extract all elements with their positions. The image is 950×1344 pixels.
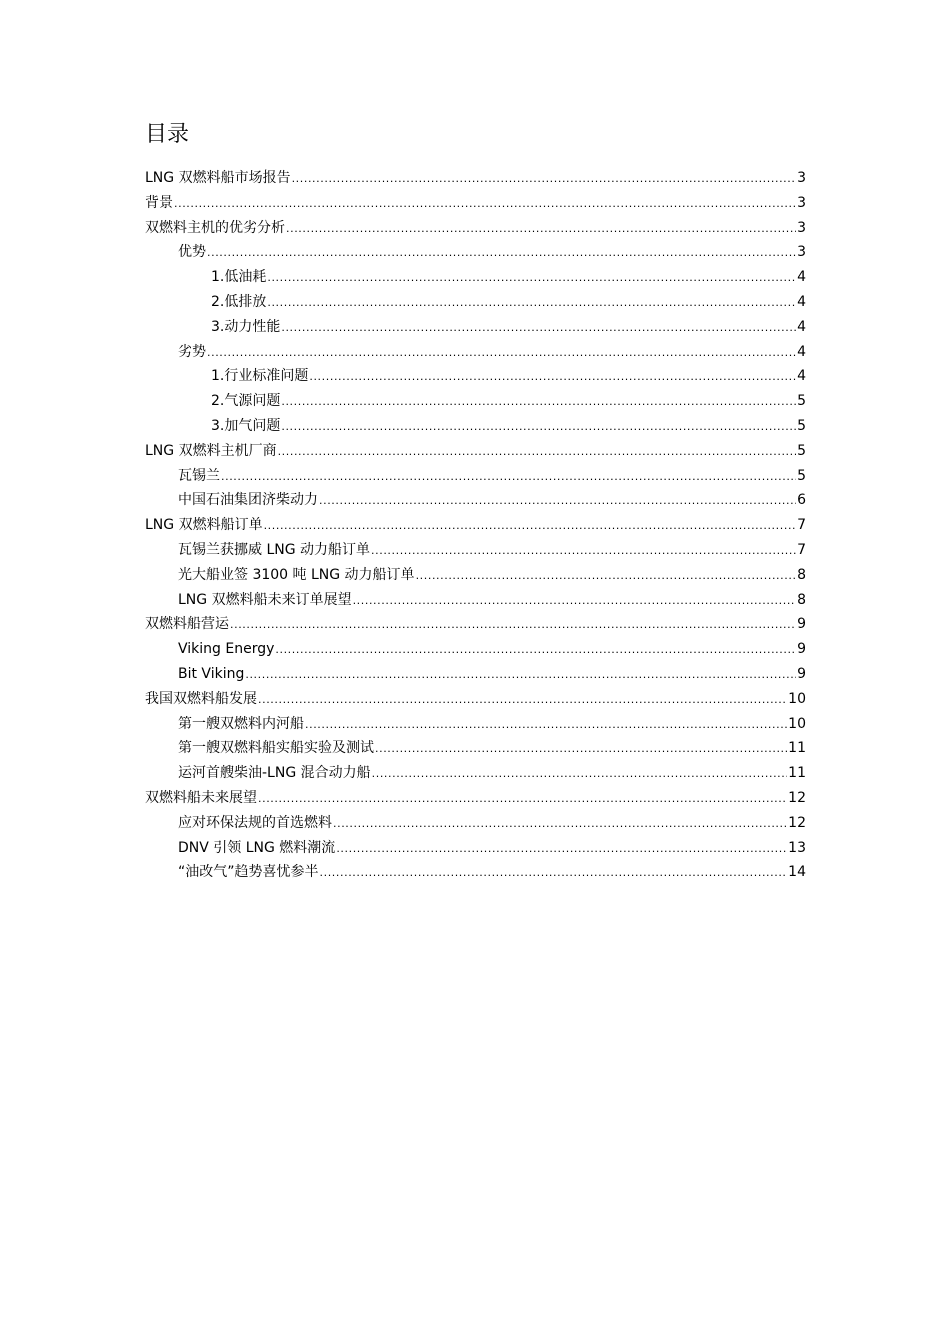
toc-entry-title: LNG 双燃料船未来订单展望	[178, 591, 352, 608]
toc-entry-title: 双燃料船未来展望	[145, 789, 257, 806]
toc-dot-leader	[333, 812, 787, 837]
toc-entry[interactable]	[145, 389, 806, 414]
toc-entry-page-number: 7	[797, 517, 806, 534]
toc-entry-title: 光大船业签 3100 吨 LNG 动力船订单	[178, 566, 415, 583]
toc-dot-leader	[174, 192, 796, 217]
toc-dot-leader	[286, 217, 796, 242]
toc-entry-page-number: 8	[797, 591, 806, 608]
toc-entry-title: 中国石油集团济柴动力	[178, 492, 318, 509]
toc-entry-page-number: 4	[797, 293, 806, 310]
toc-entry-page-number: 9	[797, 665, 806, 682]
toc-dot-leader	[245, 663, 796, 688]
toc-entry[interactable]	[145, 166, 806, 191]
toc-entry[interactable]	[145, 464, 806, 489]
toc-entry[interactable]	[145, 513, 806, 538]
toc-dot-leader	[416, 564, 797, 589]
toc-entry-title: 3.动力性能	[211, 318, 281, 335]
toc-entry-page-number: 3	[797, 194, 806, 211]
toc-entry-page-number: 12	[788, 814, 806, 831]
toc-entry[interactable]	[145, 811, 806, 836]
toc-entry-page-number: 4	[797, 269, 806, 286]
toc-entry[interactable]	[145, 240, 806, 265]
toc-entry-title: Viking Energy	[178, 641, 275, 658]
toc-entry-title: 1.行业标准问题	[211, 368, 309, 385]
toc-entry-title: 优势	[178, 244, 206, 261]
toc-dot-leader	[281, 390, 796, 415]
toc-entry[interactable]	[145, 836, 806, 861]
toc-entry-page-number: 4	[797, 368, 806, 385]
toc-entry-title: 瓦锡兰	[178, 467, 220, 484]
toc-entry-title: 1.低油耗	[211, 269, 267, 286]
toc-dot-leader	[258, 787, 787, 812]
toc-entry-page-number: 10	[788, 690, 806, 707]
toc-entry[interactable]	[145, 439, 806, 464]
toc-entry-page-number: 11	[788, 765, 806, 782]
toc-dot-leader	[353, 589, 797, 614]
toc-dot-leader	[309, 365, 796, 390]
toc-entry-page-number: 13	[788, 839, 806, 856]
toc-entry-page-number: 4	[797, 343, 806, 360]
toc-entry[interactable]	[145, 414, 806, 439]
toc-dot-leader	[320, 861, 788, 886]
toc-dot-leader	[221, 465, 796, 490]
toc-entry-page-number: 11	[788, 740, 806, 757]
toc-entry[interactable]	[145, 736, 806, 761]
toc-entry-page-number: 5	[797, 442, 806, 459]
toc-dot-leader	[267, 291, 796, 316]
toc-entry[interactable]	[145, 687, 806, 712]
toc-entry[interactable]	[145, 216, 806, 241]
toc-entry[interactable]	[145, 860, 806, 885]
toc-entry-title: “油改气”趋势喜忧参半	[178, 864, 319, 881]
toc-dot-leader	[281, 415, 796, 440]
toc-entry[interactable]	[145, 637, 806, 662]
toc-entry[interactable]	[145, 786, 806, 811]
toc-entry[interactable]	[145, 761, 806, 786]
toc-entry-page-number: 9	[797, 641, 806, 658]
toc-dot-leader	[278, 440, 797, 465]
toc-entry-page-number: 14	[788, 864, 806, 881]
toc-dot-leader	[230, 613, 796, 638]
toc-entry[interactable]	[145, 488, 806, 513]
toc-entry-title: LNG 双燃料主机厂商	[145, 442, 277, 459]
toc-dot-leader	[372, 762, 788, 787]
toc-dot-leader	[258, 688, 787, 713]
toc-entry-page-number: 3	[797, 219, 806, 236]
toc-entry-title: 双燃料船营运	[145, 616, 229, 633]
toc-heading: 目录	[145, 122, 190, 147]
toc-entry-page-number: 8	[797, 566, 806, 583]
toc-entry-page-number: 5	[797, 467, 806, 484]
toc-entry-title: 应对环保法规的首选燃料	[178, 814, 332, 831]
toc-entry[interactable]	[145, 662, 806, 687]
toc-entry-page-number: 3	[797, 170, 806, 186]
toc-entry[interactable]	[145, 340, 806, 365]
toc-entry-title: 劣势	[178, 343, 206, 360]
toc-entry-title: 2.低排放	[211, 293, 267, 310]
toc-dot-leader	[319, 489, 796, 514]
toc-entry-page-number: 9	[797, 616, 806, 633]
toc-entry-title: 第一艘双燃料船实船实验及测试	[178, 740, 374, 757]
toc-entry-title: 背景	[145, 194, 173, 211]
toc-entry-page-number: 3	[797, 244, 806, 261]
toc-dot-leader	[207, 241, 796, 266]
toc-dot-leader	[336, 837, 787, 862]
toc-entry[interactable]	[145, 612, 806, 637]
toc-entry[interactable]	[145, 588, 806, 613]
toc-entry-page-number: 6	[797, 492, 806, 509]
toc-dot-leader	[292, 167, 797, 192]
toc-entry-title: 2.气源问题	[211, 393, 281, 410]
toc-entry[interactable]	[145, 290, 806, 315]
toc-dot-leader	[305, 713, 787, 738]
toc-entry-title: 3.加气问题	[211, 417, 281, 434]
toc-entry-title: 瓦锡兰获挪威 LNG 动力船订单	[178, 541, 371, 558]
toc-entry-title: 运河首艘柴油-LNG 混合动力船	[178, 765, 371, 782]
toc-dot-leader	[275, 638, 796, 663]
toc-dot-leader	[264, 514, 797, 539]
toc-entry-page-number: 7	[797, 541, 806, 558]
toc-entry-title: Bit Viking	[178, 665, 245, 682]
toc-dot-leader	[375, 737, 787, 762]
toc-entry-page-number: 12	[788, 789, 806, 806]
toc-entry[interactable]	[145, 563, 806, 588]
toc-entry-title: 我国双燃料船发展	[145, 690, 257, 707]
toc-dot-leader	[267, 266, 796, 291]
toc-dot-leader	[371, 539, 796, 564]
toc-entry[interactable]	[145, 712, 806, 737]
toc-entry-page-number: 5	[797, 393, 806, 410]
toc-list	[145, 166, 806, 885]
toc-entry-page-number: 5	[797, 417, 806, 434]
toc-entry[interactable]	[145, 265, 806, 290]
toc-entry-title: 第一艘双燃料内河船	[178, 715, 304, 732]
toc-entry[interactable]	[145, 538, 806, 563]
toc-dot-leader	[207, 341, 796, 366]
toc-entry-page-number: 10	[788, 715, 806, 732]
toc-entry[interactable]	[145, 364, 806, 389]
toc-entry[interactable]	[145, 191, 806, 216]
toc-entry-title: DNV 引领 LNG 燃料潮流	[178, 839, 336, 856]
toc-entry-page-number: 4	[797, 318, 806, 335]
toc-entry-title: LNG 双燃料船市场报告	[145, 170, 291, 186]
toc-entry-title: LNG 双燃料船订单	[145, 517, 263, 534]
toc-dot-leader	[281, 316, 796, 341]
toc-entry[interactable]	[145, 315, 806, 340]
toc-entry-title: 双燃料主机的优劣分析	[145, 219, 285, 236]
